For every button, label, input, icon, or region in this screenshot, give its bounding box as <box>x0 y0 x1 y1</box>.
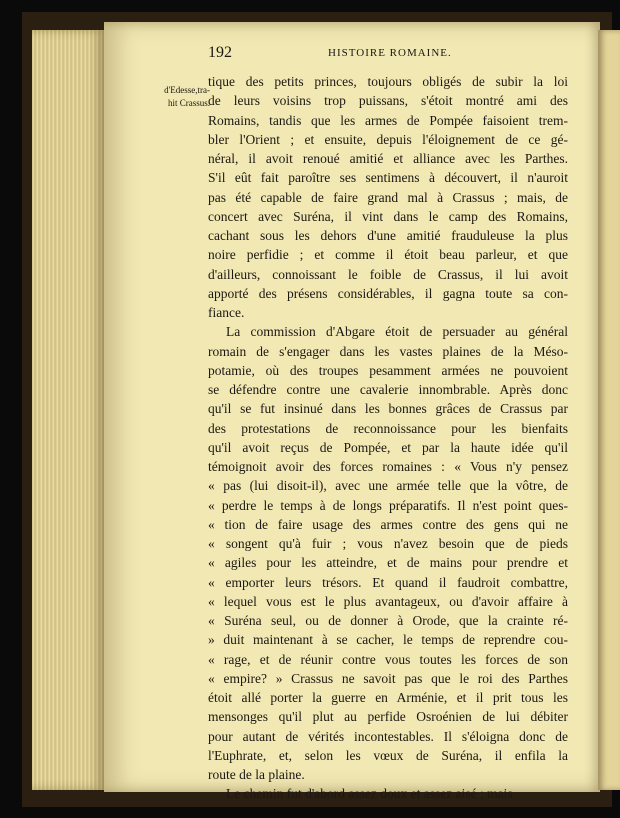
text-line: pour autant de vérités incontestables. Il s'éloigna donc de <box>208 728 568 744</box>
text-line: fiance. <box>208 305 245 320</box>
text-line: apporté des présens considérables, il gagna toute sa con- <box>208 285 568 301</box>
text-line: « perdre le temps à de longs préparatifs. Il n'est point ques- <box>208 497 568 513</box>
margin-note-line: d'Edesse,tra- <box>164 85 210 95</box>
text-line: tique des petits princes, toujours obligés de subir la loi <box>208 74 568 89</box>
text-line: romain de s'engager dans les vastes plaines de la Méso- <box>208 343 568 359</box>
text-line: noire perfidie ; et comme il étoit beau parleur, et que <box>208 247 568 263</box>
text-line: témoignoit avoir des forces romaines : « Vous n'y pensez <box>208 459 568 474</box>
text-line: pas été capable de faire grand mal à Crassus ; mais, de <box>208 189 568 205</box>
running-head <box>208 44 568 66</box>
margin-note <box>118 84 210 110</box>
text-line: « agiles pour les atteindre, et de mains pour prendre et <box>208 555 568 571</box>
page-edges <box>32 30 104 790</box>
text-line: « empire? » Crassus ne savoit pas que le roi des Parthes <box>208 670 568 686</box>
text-line: La commission d'Abgare étoit de persuader au général <box>226 324 568 340</box>
text-line: des protestations de reconnoissance pour les bienfaits <box>208 420 568 436</box>
text-line: de leurs voisins trop puissans, s'étoit montré ami des <box>208 93 568 109</box>
body-text <box>208 72 568 804</box>
text-line: potamie, où des troupes pesamment armées ne pouvoient <box>208 362 568 378</box>
text-line: bler l'Orient ; et ensuite, depuis l'éloignement de ce gé- <box>208 131 568 147</box>
text-line: « rage, et de réunir contre vous toutes les forces de son <box>208 651 568 667</box>
text-line: S'il eût fait paroître ses sentimens à découvert, il n'auroit <box>208 170 568 186</box>
running-head-title: HISTOIRE ROMAINE. <box>328 47 452 59</box>
text-line: « emporter leurs trésors. Et quand il faudroit combattre, <box>208 574 568 590</box>
text-line: cachant sous les dehors d'une amitié frauduleuse la plus <box>208 228 568 243</box>
facing-page-edge <box>598 30 620 790</box>
text-line: étoit allé porter la guerre en Arménie, et il prit tous les <box>208 690 568 705</box>
text-line: qu'il avoit reçus de Pompée, et par la haute idée qu'il <box>208 439 568 455</box>
text-line: « tion de faire usage des armes contre des gens qui ne <box>208 516 568 532</box>
text-line: l'Euphrate, et, selon les vœux de Suréna, il enfila la <box>208 747 568 763</box>
text-line: concert avec Suréna, il vint dans le camp des Romains, <box>208 208 568 224</box>
text-line: qu'il se fut insinué dans les bonnes grâces de Crassus par <box>208 401 568 417</box>
page-number: 192 <box>208 44 232 61</box>
text-line: « lequel vous est le plus avantageux, ou d'avoir affaire à <box>208 593 568 609</box>
text-line: « songent qu'à fuir ; vous n'avez besoin que de pieds <box>208 536 568 551</box>
text-line: Romains, tandis que les armes de Pompée faisoient trem- <box>208 112 568 128</box>
text-line: « Suréna seul, ou de donner à Orode, que la crainte ré- <box>208 613 568 628</box>
text-line: » duit maintenant à se cacher, le temps de reprendre cou- <box>208 632 568 648</box>
text-line: néral, il avoit renoué amitié et alliance avec les Parthes. <box>208 151 568 166</box>
text-line: Le chemin fut d'abord assez doux et assez aisé ; mais <box>226 786 513 802</box>
margin-note-line: hit Crassus. <box>167 98 210 108</box>
text-line: d'ailleurs, connoissant le foible de Crassus, il lui avoit <box>208 266 568 282</box>
text-line: « pas (lui disoit-il), avec une armée telle que la vôtre, de <box>208 478 568 494</box>
text-line: mensonges qu'il plut au perfide Osroénien de lui débiter <box>208 709 568 725</box>
text-line: se défendre contre une cavalerie innombrable. Après donc <box>208 382 568 397</box>
text-line: route de la plaine. <box>208 767 305 782</box>
